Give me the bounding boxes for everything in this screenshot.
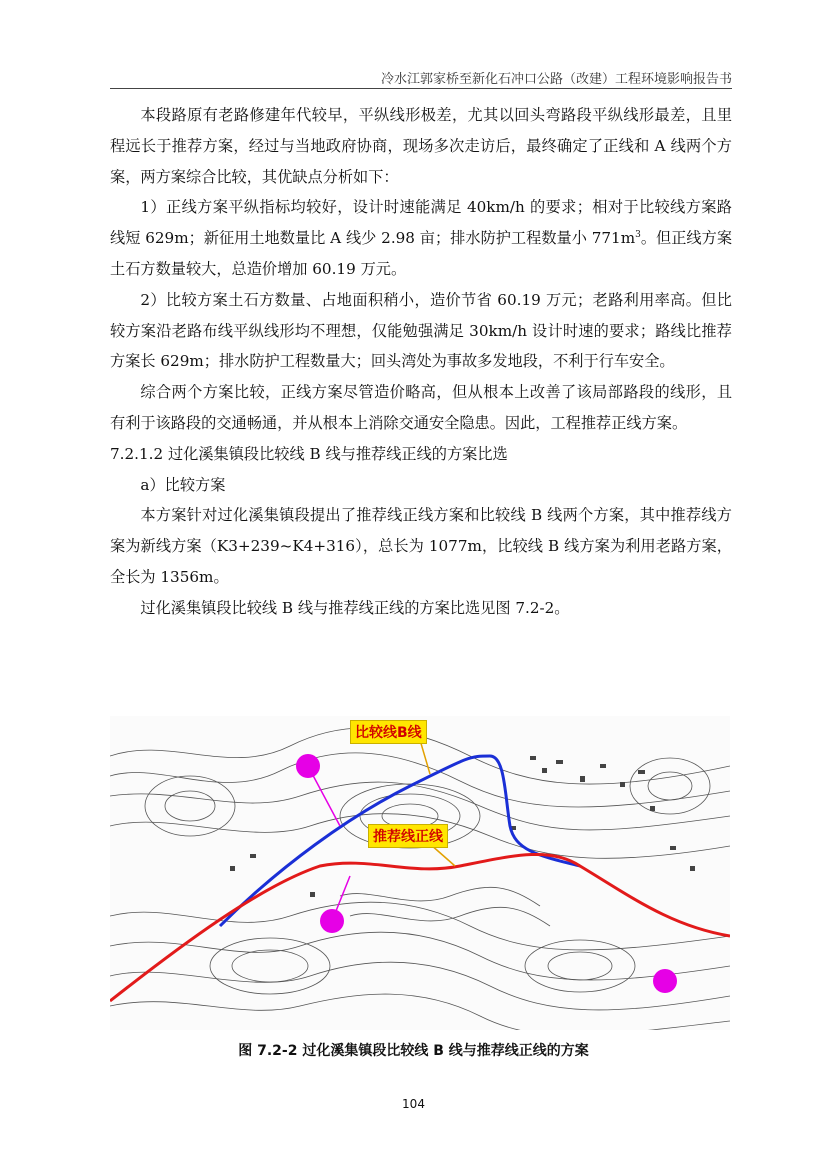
sub-heading: a）比较方案	[140, 475, 226, 494]
sensitive-point-markers	[296, 754, 677, 993]
paragraph-2	[110, 192, 732, 284]
main-line-route	[110, 854, 730, 1001]
contour-lines	[110, 728, 730, 1030]
paragraph-2-text-a: 1）正线方案平纵指标均较好，设计时速能满足 40km/h 的要求；相对于比较线方案路线短 629m；新征用土地数量比 A 线少 2.98 亩；排水防护工程数量小 771m	[110, 198, 732, 248]
paragraph-5: 本方案针对过化溪集镇段提出了推荐线正线方案和比较线 B 线两个方案，其中推荐线方案为新线方案（K3+239~K4+316），总长为 1077m，比较线 B 线方案为利用老路方案，全长为 1356m。	[110, 506, 732, 586]
section-heading: 7.2.1.2 过化溪集镇段比较线 B 线与推荐线正线的方案比选	[110, 444, 508, 463]
building-marks	[230, 756, 695, 897]
main-line-label: 推荐线正线	[368, 824, 448, 848]
page-number: 104	[402, 1097, 425, 1111]
route-map-figure	[110, 716, 730, 1030]
b-line-leader	[420, 740, 430, 774]
header-rule	[110, 88, 732, 89]
paragraph-1: 本段路原有老路修建年代较早，平纵线形极差，尤其以回头弯路段平纵线形最差，且里程远长于推荐方案，经过与当地政府协商，现场多次走访后，最终确定了正线和 A 线两个方案，两方案综合比较，其优缺点分析如下：	[110, 106, 732, 186]
figure-caption: 图 7.2-2 过化溪集镇段比较线 B 线与推荐线正线的方案	[238, 1043, 589, 1059]
paragraph-6: 过化溪集镇段比较线 B 线与推荐线正线的方案比选见图 7.2-2。	[140, 598, 570, 617]
b-line-label: 比较线B线	[350, 720, 427, 744]
topographic-map	[110, 716, 730, 1030]
running-header: 冷水江郭家桥至新化石冲口公路（改建）工程环境影响报告书	[380, 72, 732, 87]
paragraph-2-text-b: 。但正线方案土石方数量较大，总造价增加 60.19 万元。	[110, 229, 733, 278]
paragraph-4: 综合两个方案比较，正线方案尽管造价略高，但从根本上改善了该局部路段的线形，且有利于该路段的交通畅通，并从根本上消除交通安全隐患。因此，工程推荐正线方案。	[110, 383, 732, 432]
superscript-3: 3	[635, 230, 641, 241]
body-text	[110, 100, 732, 624]
paragraph-3: 2）比较方案土石方数量、占地面积稍小，造价节省 60.19 万元；老路利用率高。但比较方案沿老路布线平纵线形均不理想，仅能勉强满足 30km/h 设计时速的要求；路线比推荐方案长 629m；排水防护工程数量大；回头湾处为事故多发地段，不利于行车安全。	[110, 290, 732, 371]
